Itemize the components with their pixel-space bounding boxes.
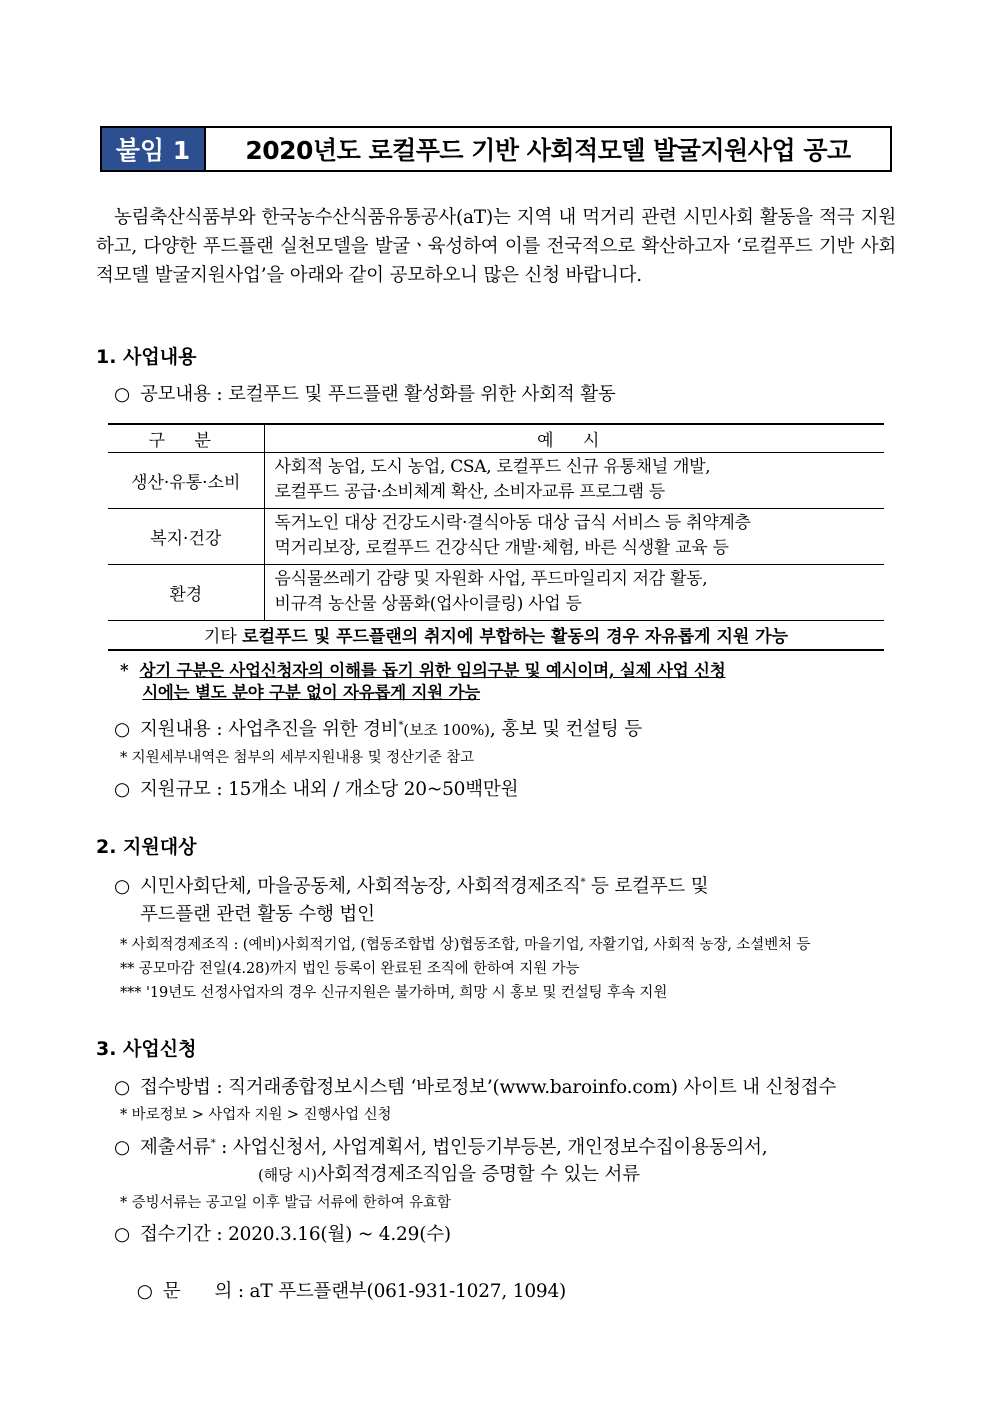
target-note-2: ** 공모마감 전일(4.28)까지 법인 등록이 완료된 조직에 한하여 지원 가능 [120, 961, 580, 977]
row-examples: 독거노인 대상 건강도시락·결식아동 대상 급식 서비스 등 취약계층 먹거리보장, 로컬푸드 건강식단 개발·체험, 바른 식생활 교육 등 [264, 508, 884, 564]
docs-line: ○ 제출서류* : 사업신청서, 사업계획서, 법인등기부등본, 개인정보수집이용동의서, [114, 1137, 768, 1158]
bullet-icon: ○ [114, 384, 130, 405]
section-3-heading: 3. 사업신청 [96, 1038, 197, 1060]
contest-content-line [114, 380, 616, 406]
target-line: ○ 시민사회단체, 마을공동체, 사회적농장, 사회적경제조직* 등 로컬푸드 및 [114, 876, 709, 897]
table-row [108, 508, 884, 564]
section-2-heading: 2. 지원대상 [96, 836, 197, 858]
table-row [108, 452, 884, 508]
section-1-heading: 1. 사업내용 [96, 346, 197, 368]
row-category: 생산·유통·소비 [108, 452, 264, 508]
activity-table [108, 423, 884, 651]
target-note-1: * 사회적경제조직 : (예비)사회적기업, (협동조합법 상)협동조합, 마을기업, 자활기업, 사회적 농장, 소셜벤처 등 [120, 937, 811, 953]
inquiry-line: ○ 문 의 : aT 푸드플랜부(061-931-1027, 1094) [136, 1281, 567, 1302]
row-category: 환경 [108, 564, 264, 620]
attachment-tag: 붙임 1 [102, 128, 206, 170]
row-examples: 사회적 농업, 도시 농업, CSA, 로컬푸드 신규 유통채널 개발, 로컬푸드 공급·소비체계 확산, 소비자교류 프로그램 등 [264, 452, 884, 508]
target-note-3: *** '19년도 선정사업자의 경우 신규지원은 불가하며, 희망 시 홍보 및 컨설팅 후속 지원 [120, 985, 668, 1001]
row-examples: 음식물쓰레기 감량 및 자원화 사업, 푸드마일리지 저감 활동, 비규격 농산물 상품화(업사이클링) 사업 등 [264, 564, 884, 620]
table-footnote: * 상기 구분은 사업신청자의 이해를 돕기 위한 임의구분 및 예시이며, 실제 사업 신청 시에는 별도 분야 구분 없이 자유롭게 지원 가능 [120, 661, 726, 702]
intro-paragraph [96, 203, 896, 290]
contest-content-text: 공모내용 : 로컬푸드 및 푸드플랜 활성화를 위한 사회적 활동 [140, 384, 616, 405]
intro-text: 농림축산식품부와 한국농수산식품유통공사(aT)는 지역 내 먹거리 관련 시민사회 활동을 적극 지원하고, 다양한 푸드플랜 실천모델을 발굴ㆍ육성하여 이를 전국적으로 확산하고자 ‘로컬푸드 기반 사회적모델 발굴지원사업’을 아래와 같이 공모하오니 많은 신청 바랍니다. [96, 207, 896, 286]
table-header-category: 구 분 [108, 424, 264, 452]
row-category: 복지·건강 [108, 508, 264, 564]
method-note: * 바로정보 > 사업자 지원 > 진행사업 신청 [120, 1107, 392, 1123]
period-line: ○ 접수기간 : 2020.3.16(월) ~ 4.29(수) [114, 1224, 451, 1245]
docs-note: * 증빙서류는 공고일 이후 발급 서류에 한하여 유효함 [120, 1195, 451, 1211]
table-row [108, 564, 884, 620]
table-row-other [108, 620, 884, 650]
support-content-line: ○ 지원내용 : 사업추진을 위한 경비*(보조 100%), 홍보 및 컨설팅 등 [114, 719, 642, 740]
support-note: * 지원세부내역은 첨부의 세부지원내용 및 정산기준 참고 [120, 750, 475, 766]
table-header-example: 예 시 [264, 424, 884, 452]
page-title: 2020년도 로컬푸드 기반 사회적모델 발굴지원사업 공고 [245, 136, 851, 165]
other-cell: 기타 로컬푸드 및 푸드플랜의 취지에 부합하는 활동의 경우 자유롭게 지원 가능 [108, 620, 884, 650]
support-scale-line: ○ 지원규모 : 15개소 내외 / 개소당 20~50백만원 [114, 779, 519, 800]
method-line: ○ 접수방법 : 직거래종합정보시스템 ‘바로정보’(www.baroinfo.com) 사이트 내 신청접수 [114, 1077, 837, 1098]
title-box [100, 126, 892, 172]
docs-line-2: (해당 시)사회적경제조직임을 증명할 수 있는 서류 [258, 1164, 640, 1185]
target-line-2: 푸드플랜 관련 활동 수행 법인 [140, 904, 375, 925]
